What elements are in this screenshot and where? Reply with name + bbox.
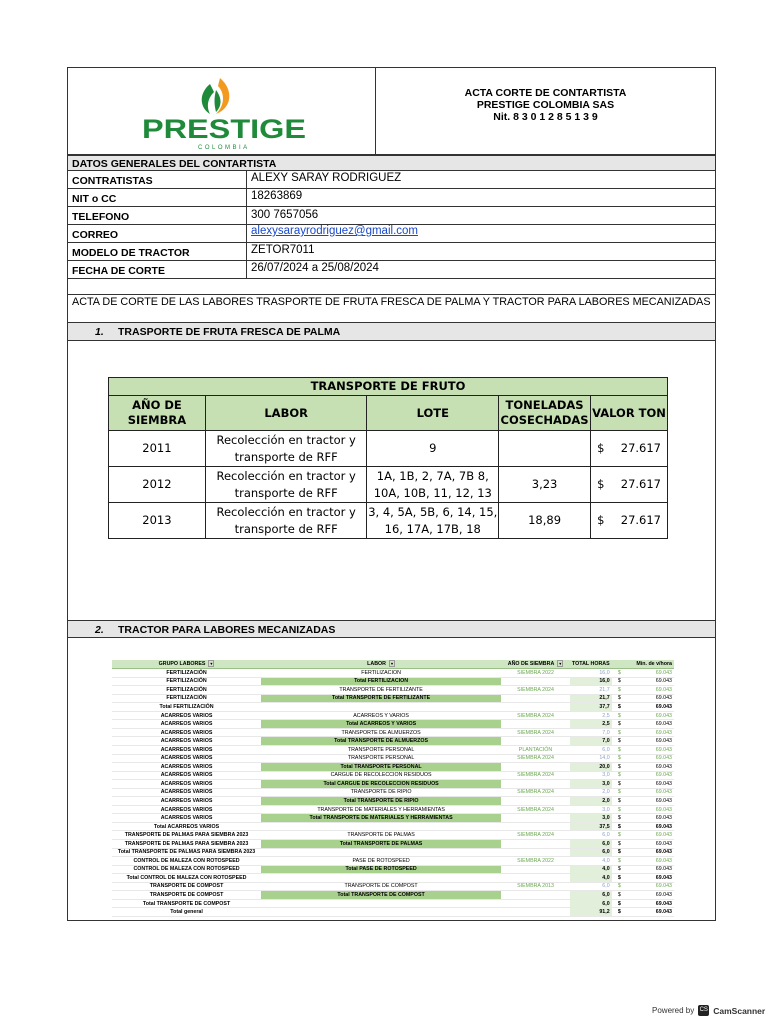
mech-cell-c4: 14,0	[570, 754, 612, 763]
mech-cell-c1: FERTILIZACIÓN	[112, 669, 261, 678]
mech-cell-c2: Total TRANSPORTE DE PALMAS	[261, 839, 501, 848]
mech-cell-c5: $	[612, 754, 627, 763]
mech-cell-c4: 2,0	[570, 797, 612, 806]
mech-cell-c6: 69.043	[627, 780, 674, 789]
mech-cell-c3	[501, 763, 570, 772]
mech-cell-c2	[261, 874, 501, 883]
mech-cell-c5: $	[612, 814, 627, 823]
mech-cell-c4: 2,5	[570, 720, 612, 729]
mech-cell-c6: 69.043	[627, 677, 674, 686]
logo-wordmark: PRESTIGE	[142, 114, 306, 144]
mech-cell-c3: SIEMBRA 2024	[501, 686, 570, 695]
mech-cell-c2: TRANSPORTE DE PALMAS	[261, 831, 501, 840]
mech-cell-c3: SIEMBRA 2013	[501, 882, 570, 891]
mech-cell-c4: 6,0	[570, 891, 612, 900]
blank-row	[68, 279, 715, 295]
mech-cell-c2: TRANSPORTE DE ALMUERZOS	[261, 728, 501, 737]
mech-cell-c6: 69.043	[627, 711, 674, 720]
mech-cell-c2: CARGUE DE RECOLECCION RESIDUOS	[261, 771, 501, 780]
mech-cell-c5: $	[612, 694, 627, 703]
mech-cell-c2: Total TRANSPORTE DE RIPIO	[261, 797, 501, 806]
mech-cell-c1: Total ACARREOS VARIOS	[112, 822, 261, 831]
mech-subtotal-row	[112, 780, 674, 789]
mech-cell-c1: CONTROL DE MALEZA CON ROTOSPEED	[112, 857, 261, 866]
mech-cell-c4: 6,0	[570, 882, 612, 891]
mech-cell-c3: SIEMBRA 2024	[501, 754, 570, 763]
mech-cell-c6: 69.043	[627, 694, 674, 703]
mech-cell-c6: 69.043	[627, 822, 674, 831]
mech-cell-c1: TRANSPORTE DE PALMAS PARA SIEMBRA 2023	[112, 831, 261, 840]
mech-cell-c2	[261, 822, 501, 831]
fecha-row: FECHA DE CORTE 26/07/2024 a 25/08/2024	[68, 261, 715, 279]
mech-cell-c2: Total TRANSPORTE DE FERTILIZANTE	[261, 694, 501, 703]
mech-cell-c4: 4,0	[570, 865, 612, 874]
mech-cell-c3: PLANTACIÓN	[501, 745, 570, 754]
mech-cell-c3: SIEMBRA 2024	[501, 805, 570, 814]
mech-cell-c5: $	[612, 899, 627, 908]
mech-row	[112, 686, 674, 695]
mech-cell-c1: Total CONTROL DE MALEZA CON ROTOSPEED	[112, 874, 261, 883]
mech-cell-c6: 69.043	[627, 908, 674, 917]
mech-cell-c3: SIEMBRA 2024	[501, 771, 570, 780]
mech-cell-c5: $	[612, 797, 627, 806]
col-anio: AÑO DE SIEMBRA	[109, 396, 206, 431]
mech-cell-c3	[501, 677, 570, 686]
mech-cell-c1: TRANSPORTE DE COMPOST	[112, 891, 261, 900]
mech-cell-c1: ACARREOS VARIOS	[112, 814, 261, 823]
mech-cell-c6: 69.043	[627, 865, 674, 874]
col-lote: LOTE	[367, 396, 499, 431]
fruit-row: 2012 Recolección en tractor y transporte de RFF 1A, 1B, 2, 7A, 7B 8, 10A, 10B, 11, 12, 13 3,23 $ 27.617	[109, 467, 668, 503]
mech-cell-c3	[501, 797, 570, 806]
mech-cell-c4: 3,0	[570, 814, 612, 823]
mech-cell-c1: FERTILIZACIÓN	[112, 677, 261, 686]
title-cell	[376, 68, 715, 155]
mech-cell-c4: 4,0	[570, 857, 612, 866]
nit-value: 18263869	[251, 190, 303, 202]
mech-cell-c1: ACARREOS VARIOS	[112, 737, 261, 746]
mech-cell-c6: 69.043	[627, 771, 674, 780]
mech-cell-c2: TRANSPORTE PERSONAL	[261, 745, 501, 754]
mech-cell-c4: 2,0	[570, 788, 612, 797]
mech-cell-c3	[501, 694, 570, 703]
mech-cell-c2: Total TRANSPORTE PERSONAL	[261, 763, 501, 772]
mech-cell-c1: Total TRANSPORTE DE COMPOST	[112, 899, 261, 908]
mech-cell-c1: ACARREOS VARIOS	[112, 728, 261, 737]
col-toneladas: TONELADAS COSECHADAS	[499, 396, 591, 431]
fruit-row: 2013 Recolección en tractor y transporte de RFF 3, 4, 5A, 5B, 6, 14, 15, 16, 17A, 17B, 18 18,89 $ 27.617	[109, 503, 668, 539]
mech-cell-c5: $	[612, 831, 627, 840]
mech-cell-c1: FERTILIZACIÓN	[112, 686, 261, 695]
mech-row	[112, 882, 674, 891]
mech-cell-c6: 69.043	[627, 839, 674, 848]
mech-col-grupo[interactable]: GRUPO LABORES ▾	[112, 660, 261, 669]
mech-subtotal-row	[112, 677, 674, 686]
mech-subtotal-row	[112, 839, 674, 848]
mech-col-horas: TOTAL HORAS	[571, 661, 610, 668]
mech-cell-c4: 20,0	[570, 763, 612, 772]
mech-total-general-row	[112, 908, 674, 917]
mech-cell-c6: 69.043	[627, 745, 674, 754]
filter-dropdown-icon: ▾	[559, 661, 562, 667]
mech-cell-c5: $	[612, 891, 627, 900]
mech-subtotal-row	[112, 797, 674, 806]
mech-cell-c2	[261, 899, 501, 908]
acta-paragraph: ACTA DE CORTE DE LAS LABORES TRASPORTE DE FRUTA FRESCA DE PALMA Y TRACTOR PARA LABORES MECANIZADAS	[72, 296, 711, 308]
mech-cell-c4: 3,0	[570, 805, 612, 814]
mech-cell-c2: Total PASE DE ROTOSPEED	[261, 865, 501, 874]
mech-cell-c1: ACARREOS VARIOS	[112, 788, 261, 797]
section2-title: 2. TRACTOR PARA LABORES MECANIZADAS	[68, 620, 715, 638]
mech-cell-c4: 6,0	[570, 831, 612, 840]
mech-cell-c5: $	[612, 848, 627, 857]
mech-cell-c1: ACARREOS VARIOS	[112, 711, 261, 720]
mech-cell-c5: $	[612, 720, 627, 729]
mech-cell-c4: 7,0	[570, 728, 612, 737]
mech-cell-c2: PASE DE ROTOSPEED	[261, 857, 501, 866]
mech-cell-c1: TRANSPORTE DE COMPOST	[112, 882, 261, 891]
section1-title: 1. TRASPORTE DE FRUTA FRESCA DE PALMA	[68, 323, 715, 341]
mech-cell-c2: Total FERTILIZACION	[261, 677, 501, 686]
mech-cell-c1: TRANSPORTE DE PALMAS PARA SIEMBRA 2023	[112, 839, 261, 848]
mech-cell-c1: ACARREOS VARIOS	[112, 797, 261, 806]
mech-cell-c6: 69.043	[627, 891, 674, 900]
mech-cell-c1: ACARREOS VARIOS	[112, 745, 261, 754]
mech-row	[112, 669, 674, 678]
mech-cell-c5: $	[612, 874, 627, 883]
fruit-row: 2011 Recolección en tractor y transporte de RFF 9 $ 27.617	[109, 431, 668, 467]
nit-row: NIT o CC 18263869	[68, 189, 715, 207]
mech-cell-c1: ACARREOS VARIOS	[112, 720, 261, 729]
camscanner-footer	[652, 1005, 765, 1016]
mech-cell-c3: SIEMBRA 2022	[501, 857, 570, 866]
mech-subtotal-row	[112, 848, 674, 857]
mech-row	[112, 831, 674, 840]
mech-cell-c2: TRANSPORTE DE COMPOST	[261, 882, 501, 891]
mech-cell-c3	[501, 780, 570, 789]
mech-cell-c3: SIEMBRA 2024	[501, 711, 570, 720]
mech-cell-c6: 69.043	[627, 686, 674, 695]
mech-cell-c2	[261, 848, 501, 857]
mech-cell-c3	[501, 822, 570, 831]
mech-cell-c6: 69.043	[627, 805, 674, 814]
camscanner-brand: CamScanner	[713, 1005, 766, 1016]
mech-cell-c6: 69.043	[627, 831, 674, 840]
telefono-value: 300 7657056	[251, 209, 319, 221]
doc-title: ACTA CORTE DE CONTARTISTA	[464, 87, 627, 99]
mech-cell-c1: ACARREOS VARIOS	[112, 780, 261, 789]
mech-cell-c5: $	[612, 737, 627, 746]
mech-cell-c6: 69.043	[627, 857, 674, 866]
mech-cell-c1: ACARREOS VARIOS	[112, 805, 261, 814]
mech-cell-c4: 4,0	[570, 874, 612, 883]
mechanized-labor-table	[112, 660, 674, 917]
mech-cell-c6: 69.043	[627, 728, 674, 737]
mech-cell-c4: 37,5	[570, 822, 612, 831]
mech-cell-c4: 91,2	[570, 908, 612, 917]
mech-cell-c2	[261, 703, 501, 712]
general-section-title: DATOS GENERALES DEL CONTARTISTA	[68, 155, 715, 171]
mech-row	[112, 857, 674, 866]
mech-cell-c5: $	[612, 711, 627, 720]
mech-cell-c4: 6,0	[570, 848, 612, 857]
mech-cell-c2: Total CARGUE DE RECOLECCION RESIDUOS	[261, 780, 501, 789]
mech-cell-c4: 6,0	[570, 839, 612, 848]
mech-cell-c2: TRANSPORTE DE FERTILIZANTE	[261, 686, 501, 695]
mech-cell-c6: 69.043	[627, 669, 674, 678]
powered-by-label: Powered by	[652, 1006, 695, 1015]
mech-row	[112, 805, 674, 814]
mech-cell-c6: 69.043	[627, 703, 674, 712]
mech-cell-c2: TRANSPORTE PERSONAL	[261, 754, 501, 763]
mech-row	[112, 711, 674, 720]
company-nit: Nit. 8 3 0 1 2 8 5 1 3 9	[493, 111, 598, 123]
mech-subtotal-row	[112, 720, 674, 729]
mech-cell-c6: 69.043	[627, 720, 674, 729]
mech-cell-c4: 21,7	[570, 686, 612, 695]
fruit-table-title: TRANSPORTE DE FRUTO	[109, 378, 668, 396]
mech-cell-c2: TRANSPORTE DE RIPIO	[261, 788, 501, 797]
mech-cell-c5: $	[612, 669, 627, 678]
mech-cell-c5: $	[612, 882, 627, 891]
mech-cell-c3	[501, 839, 570, 848]
mech-subtotal-row	[112, 874, 674, 883]
mech-cell-c3	[501, 908, 570, 917]
mech-cell-c5: $	[612, 857, 627, 866]
mech-cell-c5: $	[612, 788, 627, 797]
mech-col-anio[interactable]: AÑO DE SIEMBRA ▾	[501, 660, 570, 669]
mech-cell-c3: SIEMBRA 2024	[501, 831, 570, 840]
mech-cell-c3	[501, 703, 570, 712]
fruit-transport-table	[108, 377, 668, 539]
mech-cell-c4: 6,0	[570, 745, 612, 754]
mech-cell-c5: $	[612, 745, 627, 754]
correo-row: CORREO alexysarayrodriguez@gmail.com	[68, 225, 715, 243]
mech-cell-c5: $	[612, 865, 627, 874]
mech-cell-c5: $	[612, 839, 627, 848]
mech-cell-c4: 6,0	[570, 899, 612, 908]
mech-cell-c2: Total ACARREOS Y VARIOS	[261, 720, 501, 729]
mech-subtotal-row	[112, 899, 674, 908]
mech-cell-c5: $	[612, 771, 627, 780]
mech-cell-c6: 69.043	[627, 788, 674, 797]
mech-cell-c6: 69.043	[627, 848, 674, 857]
mech-cell-c4: 7,0	[570, 737, 612, 746]
mech-row	[112, 728, 674, 737]
mech-cell-c4: 21,7	[570, 694, 612, 703]
mech-cell-c5: $	[612, 728, 627, 737]
mech-cell-c3	[501, 814, 570, 823]
mech-cell-c1: Total TRANSPORTE DE PALMAS PARA SIEMBRA 2023	[112, 848, 261, 857]
mech-cell-c3	[501, 865, 570, 874]
mech-cell-c4: 16,0	[570, 669, 612, 678]
mech-cell-c3	[501, 891, 570, 900]
col-labor: LABOR	[205, 396, 367, 431]
mech-cell-c5: $	[612, 908, 627, 917]
mech-cell-c6: 69.043	[627, 814, 674, 823]
mech-subtotal-row	[112, 763, 674, 772]
mech-subtotal-row	[112, 737, 674, 746]
mech-row	[112, 771, 674, 780]
mech-cell-c5: $	[612, 677, 627, 686]
mech-subtotal-row	[112, 865, 674, 874]
mech-col-valor: Min. de v/hora	[612, 660, 674, 669]
mech-cell-c1: ACARREOS VARIOS	[112, 763, 261, 772]
mech-cell-c4: 3,0	[570, 771, 612, 780]
acta-paragraph-row	[68, 295, 715, 323]
contratista-row: CONTRATISTAS ALEXY SARAY RODRIGUEZ	[68, 171, 715, 189]
mech-subtotal-row	[112, 703, 674, 712]
mech-subtotal-row	[112, 694, 674, 703]
mech-cell-c3: SIEMBRA 2024	[501, 788, 570, 797]
mech-cell-c4: 3,0	[570, 780, 612, 789]
mech-cell-c1: ACARREOS VARIOS	[112, 771, 261, 780]
mech-cell-c2: Total TRANSPORTE DE ALMUERZOS	[261, 737, 501, 746]
logo-subtitle: COLOMBIA	[198, 145, 250, 151]
mech-cell-c6: 69.043	[627, 797, 674, 806]
mech-row	[112, 788, 674, 797]
mech-cell-c3	[501, 848, 570, 857]
mech-subtotal-row	[112, 891, 674, 900]
contratista-value: ALEXY SARAY RODRIGUEZ	[251, 172, 402, 184]
mech-cell-c3	[501, 720, 570, 729]
fecha-value: 26/07/2024 a 25/08/2024	[251, 262, 379, 274]
mech-cell-c1: CONTROL DE MALEZA CON ROTOSPEED	[112, 865, 261, 874]
mech-cell-c3	[501, 737, 570, 746]
col-valor: VALOR TON	[591, 396, 668, 431]
mech-cell-c5: $	[612, 686, 627, 695]
mech-cell-c2: Total TRANSPORTE DE MATERIALES Y HERRAMIENTAS	[261, 814, 501, 823]
acta-sheet	[67, 67, 716, 921]
mech-cell-c6: 69.043	[627, 754, 674, 763]
mech-cell-c2: ACARREOS Y VARIOS	[261, 711, 501, 720]
mech-cell-c5: $	[612, 822, 627, 831]
mech-cell-c3	[501, 874, 570, 883]
mech-cell-c3	[501, 899, 570, 908]
mech-subtotal-row	[112, 814, 674, 823]
mech-cell-c5: $	[612, 763, 627, 772]
mech-cell-c2: Total TRANSPORTE DE COMPOST	[261, 891, 501, 900]
mech-row	[112, 745, 674, 754]
mech-cell-c1: Total general	[112, 908, 261, 917]
mech-cell-c2: TRANSPORTE DE MATERIALES Y HERRAMIENTAS	[261, 805, 501, 814]
mech-cell-c5: $	[612, 780, 627, 789]
mech-cell-c6: 69.043	[627, 874, 674, 883]
mech-cell-c2: FERTILIZACION	[261, 669, 501, 678]
mech-cell-c6: 69.043	[627, 882, 674, 891]
logo-cell	[68, 68, 376, 155]
mech-cell-c6: 69.043	[627, 899, 674, 908]
mech-cell-c1: FERTILIZACIÓN	[112, 694, 261, 703]
mech-col-labor[interactable]: LABOR ▾	[261, 660, 501, 669]
camscanner-icon: CS	[698, 1005, 709, 1016]
email-link[interactable]: alexysarayrodriguez@gmail.com	[251, 225, 418, 237]
mech-header-row	[112, 660, 674, 669]
filter-dropdown-icon: ▾	[391, 661, 394, 667]
mech-cell-c6: 69.043	[627, 763, 674, 772]
mech-cell-c6: 69.043	[627, 737, 674, 746]
mech-cell-c5: $	[612, 805, 627, 814]
mech-row	[112, 754, 674, 763]
mech-cell-c4: 16,0	[570, 677, 612, 686]
filter-dropdown-icon: ▾	[210, 661, 213, 667]
mech-cell-c3: SIEMBRA 2024	[501, 728, 570, 737]
mech-cell-c4: 37,7	[570, 703, 612, 712]
mech-subtotal-row	[112, 822, 674, 831]
mech-cell-c2	[261, 908, 501, 917]
modelo-row: MODELO DE TRACTOR ZETOR7011	[68, 243, 715, 261]
telefono-row: TELEFONO 300 7657056	[68, 207, 715, 225]
company-name: PRESTIGE COLOMBIA SAS	[476, 99, 615, 111]
mech-cell-c3: SIEMBRA 2022	[501, 669, 570, 678]
mech-cell-c1: Total FERTILIZACIÓN	[112, 703, 261, 712]
document-header	[68, 68, 715, 155]
mech-cell-c1: ACARREOS VARIOS	[112, 754, 261, 763]
modelo-value: ZETOR7011	[251, 244, 315, 256]
mech-cell-c4: 2,5	[570, 711, 612, 720]
prestige-logo	[140, 76, 310, 151]
mech-cell-c5: $	[612, 703, 627, 712]
